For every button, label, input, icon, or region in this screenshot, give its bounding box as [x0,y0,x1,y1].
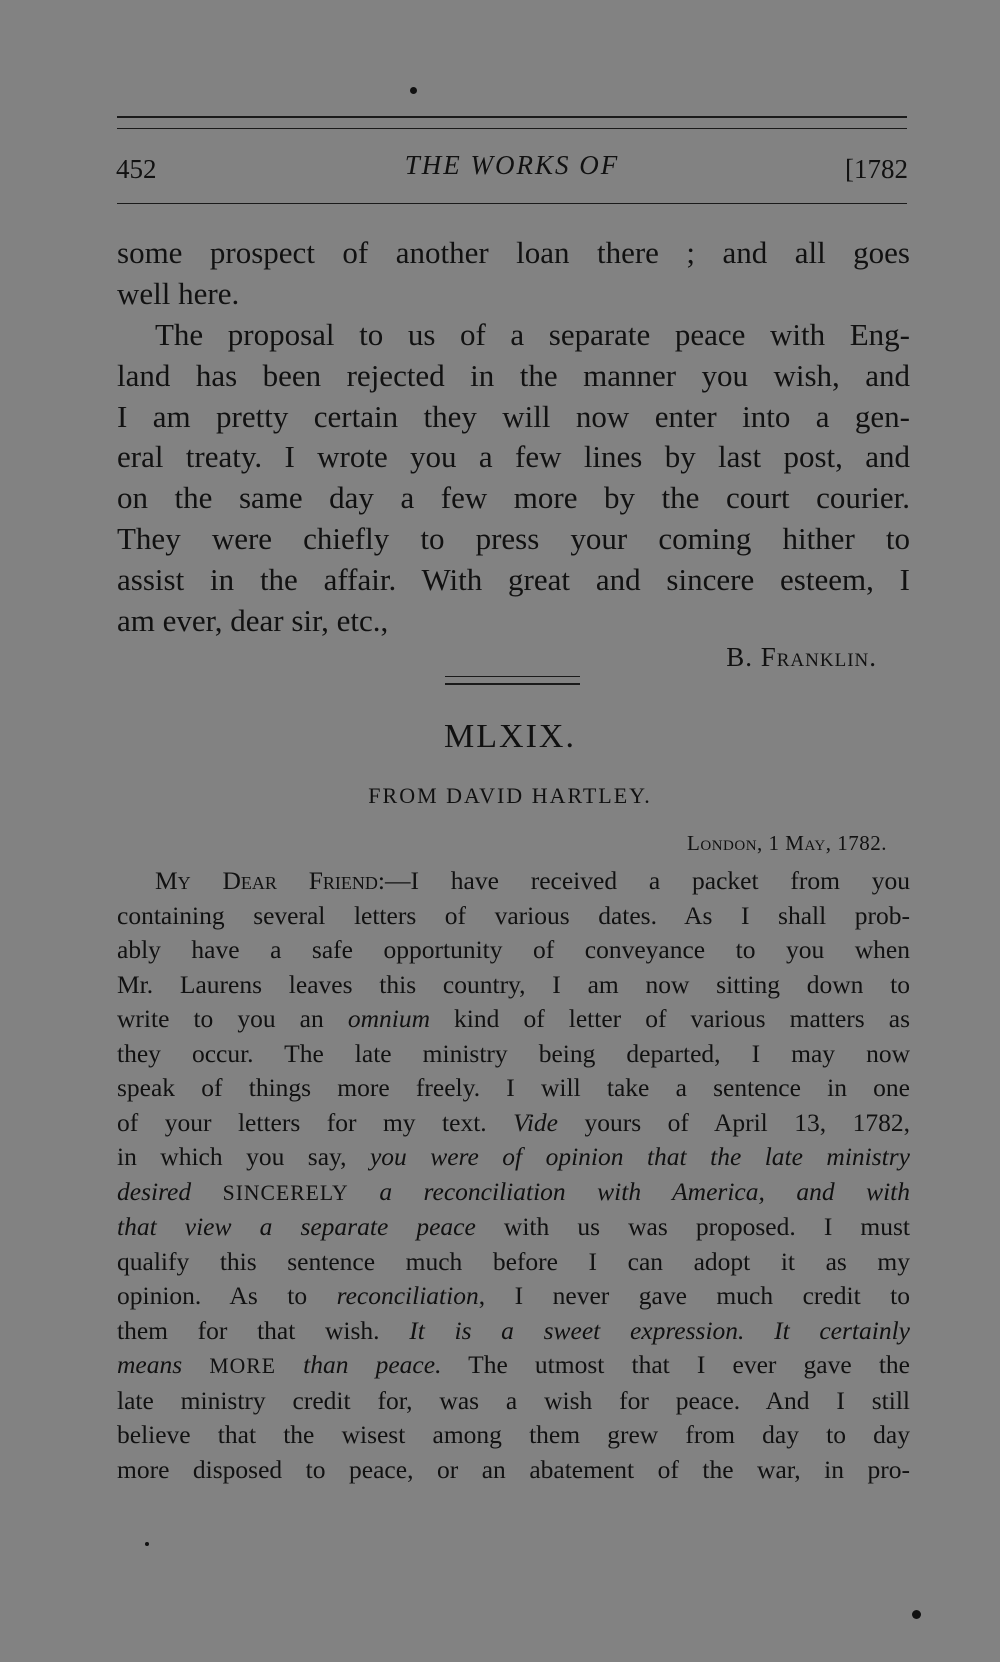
letter-body [117,864,910,1487]
letter-from: FROM DAVID HARTLEY. [368,783,652,808]
text-line: I am pretty certain they will now enter into a gen- [117,398,910,434]
text-line: that view a separate peace with us was proposed. I must [117,1212,911,1241]
text-line: am ever, dear sir, etc., [117,602,389,638]
paragraph [117,315,910,641]
text-line: land has been rejected in the manner you wish, and [117,357,910,393]
text-line: some prospect of another loan there ; and all goes [117,235,910,270]
text-line: qualify this sentence much before I can adopt it as my [117,1246,910,1276]
text-line: opinion. As to reconciliation, I never gave much credit to [117,1281,911,1310]
text-line: late ministry credit for, was a wish for peace. And I still [117,1385,910,1415]
text-line: speak of things more freely. I will take a sentence in one [117,1073,910,1102]
section-divider [445,683,580,685]
signature: B. Franklin. [726,642,877,672]
text-line: well here. [117,275,240,311]
running-header [116,150,908,190]
text-line: desired SINCERELY a reconciliation with America, and with [117,1176,910,1206]
header-rule-top [117,116,907,118]
text-line: more disposed to peace, or an abatement of the war, in pro- [117,1454,910,1484]
text-line: assist in the affair. With great and sincere esteem, I [117,561,910,597]
text-line: believe that the wisest among them grew from day to day [117,1420,910,1449]
running-title: THE WORKS OF [404,150,620,180]
text-line: them for that wish. It is a sweet expression. It certainly [117,1315,910,1345]
text-line: in which you say, you were of opinion that the late ministry [117,1142,910,1171]
header-rule-bottom [117,203,907,204]
text-line: they occur. The late ministry being departed, I may now [117,1038,910,1068]
text-line: means MORE than peace. The utmost that I ever gave the [117,1350,910,1379]
text-line: write to you an omnium kind of letter of various matters as [117,1004,910,1033]
ink-speck [912,1610,921,1619]
ink-speck [410,87,417,94]
ink-speck [145,1542,149,1546]
text-line: Mr. Laurens leaves this country, I am now sitting down to [117,969,910,999]
header-year: [1782 [845,154,908,184]
salutation: My Dear Friend [155,866,378,895]
dateline: London, 1 May, 1782. [687,831,887,855]
text-line: My Dear Friend:—I have received a packet from you [155,866,910,895]
letter-number: MLXIX. [444,718,576,755]
header-rule-top-thin [117,128,907,129]
section-divider [445,676,580,677]
text-line: of your letters for my text. Vide yours of April 13, 1782, [117,1107,910,1137]
text-line: on the same day a few more by the court courier. [117,480,910,516]
text-line: eral treaty. I wrote you a few lines by last post, and [117,439,910,475]
continuation-text [117,233,910,315]
page-number: 452 [116,154,157,184]
text-line: containing several letters of various dates. As I shall prob- [117,900,910,930]
text-line: ably have a safe opportunity of conveyance to you when [117,935,910,964]
text-line: They were chiefly to press your coming hither to [117,520,910,556]
text-line: The proposal to us of a separate peace with Eng- [155,317,910,352]
